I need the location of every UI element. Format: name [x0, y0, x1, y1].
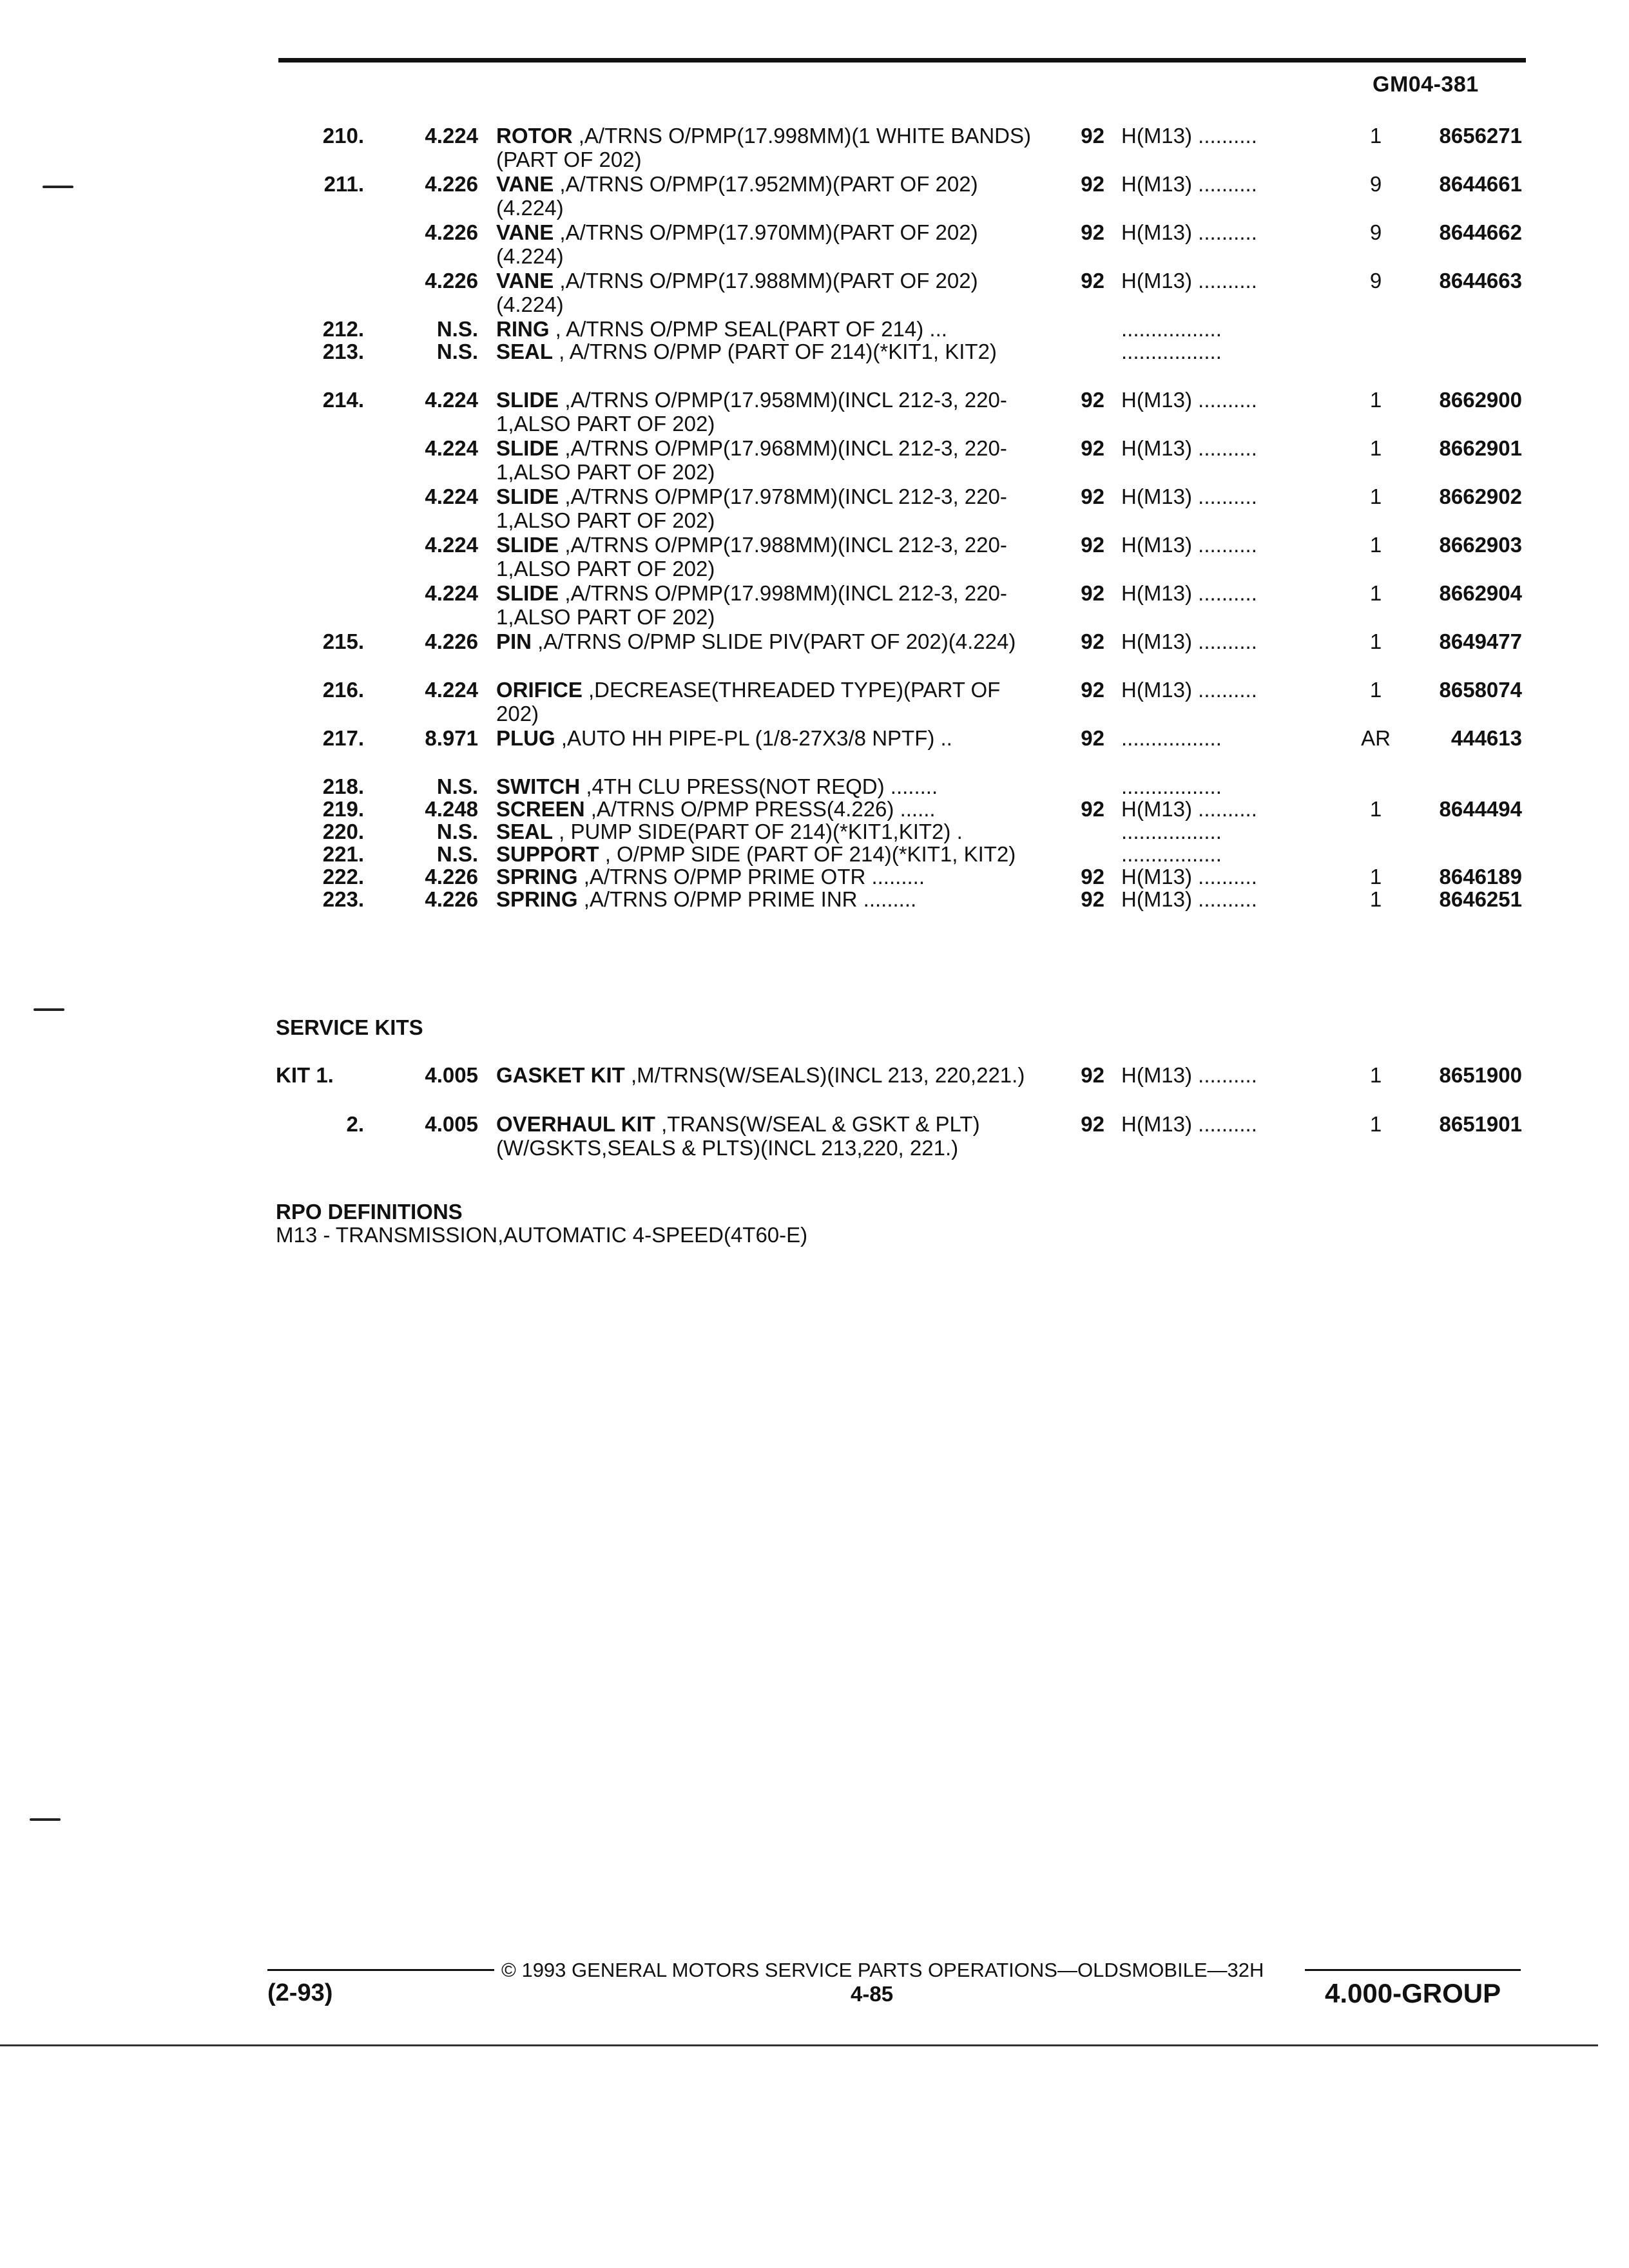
quantity: 1	[1369, 887, 1382, 911]
part-number: 8662901	[1439, 436, 1522, 460]
item-number: 222.	[322, 865, 364, 889]
model-code: .................	[1121, 726, 1222, 750]
quantity: 9	[1369, 172, 1382, 196]
part-detail: , A/TRNS O/PMP SEAL(PART OF 214) ...	[549, 317, 947, 341]
part-description	[496, 317, 1044, 341]
model-code: .................	[1121, 774, 1222, 798]
rpo-definition: M13 - TRANSMISSION,AUTOMATIC 4-SPEED(4T60-E)	[276, 1223, 808, 1247]
part-name: VANE	[496, 172, 554, 196]
part-detail: , O/PMP SIDE (PART OF 214)(*KIT1, KIT2)	[599, 842, 1016, 866]
kit-number: 2.	[346, 1112, 364, 1136]
part-name: SLIDE	[496, 581, 559, 605]
group-number: N.S.	[436, 820, 478, 843]
quantity: 9	[1369, 269, 1382, 293]
group-number: 4.226	[425, 865, 478, 889]
quantity: 1	[1369, 865, 1382, 889]
model-year: 92	[1081, 629, 1104, 653]
model-code: H(M13) ..........	[1121, 533, 1257, 557]
part-number: 8656271	[1439, 124, 1522, 148]
part-name: SLIDE	[496, 533, 559, 557]
part-detail: ,A/TRNS O/PMP(17.958MM)(INCL 212-3, 220-1,ALSO PART OF 202)	[496, 388, 1007, 436]
group-number: 4.005	[425, 1063, 478, 1087]
part-detail: ,A/TRNS O/PMP(17.952MM)(PART OF 202)(4.224)	[496, 172, 978, 220]
part-detail: ,A/TRNS O/PMP PRESS(4.226) ......	[584, 797, 936, 821]
group-number: 8.971	[425, 726, 478, 750]
part-number: 444613	[1451, 726, 1522, 750]
model-year: 92	[1081, 172, 1104, 196]
part-name: PLUG	[496, 726, 555, 750]
item-number: 215.	[322, 629, 364, 653]
part-name: ROTOR	[496, 124, 573, 148]
part-number: 8662903	[1439, 533, 1522, 557]
part-name: RING	[496, 317, 550, 341]
part-number: 8662900	[1439, 388, 1522, 412]
model-year: 92	[1081, 124, 1104, 148]
group-number: 4.226	[425, 629, 478, 653]
part-detail: ,A/TRNS O/PMP PRIME INR .........	[577, 887, 917, 911]
item-number: 223.	[322, 887, 364, 911]
model-code: H(M13) ..........	[1121, 581, 1257, 605]
part-detail: ,AUTO HH PIPE-PL (1/8-27X3/8 NPTF) ..	[555, 726, 952, 750]
part-detail: ,A/TRNS O/PMP(17.998MM)(INCL 212-3, 220-1,ALSO PART OF 202)	[496, 581, 1007, 629]
model-year: 92	[1081, 269, 1104, 293]
item-number: 213.	[322, 340, 364, 363]
part-name: SLIDE	[496, 485, 559, 508]
group-number: 4.226	[425, 269, 478, 293]
part-name: SPRING	[496, 865, 578, 889]
part-description	[496, 485, 1044, 532]
model-code: H(M13) ..........	[1121, 629, 1257, 653]
quantity: 1	[1369, 485, 1382, 508]
part-name: VANE	[496, 220, 554, 244]
model-code: H(M13) ..........	[1121, 1063, 1257, 1087]
model-code: H(M13) ..........	[1121, 1112, 1257, 1136]
part-number: 8651900	[1439, 1063, 1522, 1087]
part-description	[496, 581, 1044, 629]
group-number: 4.224	[425, 124, 478, 148]
part-number: 8644661	[1439, 172, 1522, 196]
part-name: SWITCH	[496, 774, 581, 798]
quantity: 1	[1369, 1063, 1382, 1087]
part-number: 8644663	[1439, 269, 1522, 293]
part-description	[496, 629, 1044, 653]
document-id: GM04-381	[1373, 72, 1479, 97]
group-number: 4.226	[425, 887, 478, 911]
group-number: 4.226	[425, 220, 478, 244]
model-year: 92	[1081, 436, 1104, 460]
part-description	[496, 124, 1044, 171]
part-number: 8658074	[1439, 678, 1522, 702]
part-number: 8662902	[1439, 485, 1522, 508]
model-year: 92	[1081, 220, 1104, 244]
group-number: 4.248	[425, 797, 478, 821]
item-number: 211.	[323, 172, 364, 196]
bottom-rule	[0, 2044, 1598, 2046]
rpo-definitions-heading: RPO DEFINITIONS	[276, 1200, 463, 1224]
part-name: SLIDE	[496, 388, 559, 412]
model-code: H(M13) ..........	[1121, 678, 1257, 702]
model-year: 92	[1081, 865, 1104, 889]
part-description	[496, 269, 1044, 316]
item-number: 219.	[322, 797, 364, 821]
model-year: 92	[1081, 797, 1104, 821]
quantity: 1	[1369, 436, 1382, 460]
part-name: SPRING	[496, 887, 578, 911]
group-number: 4.224	[425, 436, 478, 460]
item-number: 220.	[322, 820, 364, 843]
part-number: 8644494	[1439, 797, 1522, 821]
item-number: 216.	[322, 678, 364, 702]
part-description	[496, 340, 1044, 363]
model-year: 92	[1081, 1063, 1104, 1087]
model-year: 92	[1081, 1112, 1104, 1136]
part-description	[496, 678, 1044, 726]
part-detail: , PUMP SIDE(PART OF 214)(*KIT1,KIT2) .	[553, 820, 963, 843]
page-number: 4-85	[851, 1982, 894, 2006]
part-name: SLIDE	[496, 436, 559, 460]
part-description	[496, 1063, 1044, 1087]
part-description	[496, 774, 1044, 798]
model-code: H(M13) ..........	[1121, 865, 1257, 889]
model-year: 92	[1081, 726, 1104, 750]
part-number: 8646251	[1439, 887, 1522, 911]
model-code: H(M13) ..........	[1121, 887, 1257, 911]
group-number: 4.005	[425, 1112, 478, 1136]
part-name: VANE	[496, 269, 554, 293]
quantity: 1	[1369, 629, 1382, 653]
model-year: 92	[1081, 533, 1104, 557]
part-number: 8662904	[1439, 581, 1522, 605]
part-name: SUPPORT	[496, 842, 599, 866]
part-name: GASKET KIT	[496, 1063, 625, 1087]
model-code: H(M13) ..........	[1121, 172, 1257, 196]
part-name: PIN	[496, 629, 532, 653]
part-description	[496, 220, 1044, 268]
item-number: 217.	[322, 726, 364, 750]
part-detail: ,A/TRNS O/PMP PRIME OTR .........	[577, 865, 925, 889]
group-label: 4.000-GROUP	[1325, 1978, 1501, 2008]
group-number: 4.224	[425, 678, 478, 702]
group-number: N.S.	[436, 774, 478, 798]
model-code: .................	[1121, 340, 1222, 363]
part-detail: ,TRANS(W/SEAL & GSKT & PLT)(W/GSKTS,SEALS & PLTS)(INCL 213,220, 221.)	[496, 1112, 980, 1160]
part-description	[496, 820, 1044, 843]
quantity: 1	[1369, 388, 1382, 412]
model-code: H(M13) ..........	[1121, 269, 1257, 293]
part-detail: ,4TH CLU PRESS(NOT REQD) ........	[580, 774, 938, 798]
part-detail: , A/TRNS O/PMP (PART OF 214)(*KIT1, KIT2)	[553, 340, 997, 363]
group-number: 4.224	[425, 388, 478, 412]
part-name: SEAL	[496, 820, 554, 843]
part-name: OVERHAUL KIT	[496, 1112, 655, 1136]
copyright-notice: © 1993 GENERAL MOTORS SERVICE PARTS OPERATIONS—OLDSMOBILE—32H	[501, 1959, 1264, 1981]
quantity: 1	[1369, 797, 1382, 821]
part-detail: ,A/TRNS O/PMP(17.988MM)(PART OF 202)(4.224)	[496, 269, 978, 316]
part-detail: ,A/TRNS O/PMP(17.970MM)(PART OF 202)(4.224)	[496, 220, 978, 268]
item-number: 210.	[322, 124, 364, 148]
part-description	[496, 172, 1044, 220]
part-detail: ,A/TRNS O/PMP SLIDE PIV(PART OF 202)(4.224)	[532, 629, 1016, 653]
part-description	[496, 436, 1044, 484]
model-year: 92	[1081, 485, 1104, 508]
service-kits-heading: SERVICE KITS	[276, 1015, 423, 1039]
part-name: ORIFICE	[496, 678, 583, 702]
model-year: 92	[1081, 581, 1104, 605]
item-number: 212.	[322, 317, 364, 341]
part-number: 8644662	[1439, 220, 1522, 244]
part-name: SEAL	[496, 340, 554, 363]
part-number: 8646189	[1439, 865, 1522, 889]
part-description	[496, 388, 1044, 436]
footer-date: (2-93)	[267, 1979, 333, 2006]
model-code: H(M13) ..........	[1121, 436, 1257, 460]
group-number: 4.224	[425, 581, 478, 605]
group-number: N.S.	[436, 340, 478, 363]
part-number: 8649477	[1439, 629, 1522, 653]
footer-rule-right	[1305, 1969, 1521, 1971]
model-code: H(M13) ..........	[1121, 388, 1257, 412]
quantity: 1	[1369, 124, 1382, 148]
part-description	[496, 865, 1044, 889]
part-detail: ,DECREASE(THREADED TYPE)(PART OF 202)	[496, 678, 1001, 726]
item-number: 214.	[322, 388, 364, 412]
model-code: .................	[1121, 317, 1222, 341]
quantity: AR	[1361, 726, 1391, 750]
model-code: H(M13) ..........	[1121, 220, 1257, 244]
group-number: 4.224	[425, 533, 478, 557]
part-description	[496, 533, 1044, 581]
top-rule	[278, 58, 1526, 62]
margin-mark	[30, 1818, 61, 1821]
margin-mark	[34, 1008, 64, 1011]
group-number: 4.224	[425, 485, 478, 508]
part-description	[496, 726, 1044, 750]
part-description	[496, 842, 1044, 866]
quantity: 1	[1369, 581, 1382, 605]
model-code: H(M13) ..........	[1121, 124, 1257, 148]
model-code: H(M13) ..........	[1121, 485, 1257, 508]
part-description	[496, 797, 1044, 821]
model-code: .................	[1121, 842, 1222, 866]
part-number: 8651901	[1439, 1112, 1522, 1136]
model-code: H(M13) ..........	[1121, 797, 1257, 821]
part-description	[496, 887, 1044, 911]
item-number: 221.	[322, 842, 364, 866]
quantity: 9	[1369, 220, 1382, 244]
quantity: 1	[1369, 533, 1382, 557]
margin-mark	[43, 186, 73, 188]
part-detail: ,A/TRNS O/PMP(17.978MM)(INCL 212-3, 220-1,ALSO PART OF 202)	[496, 485, 1007, 532]
quantity: 1	[1369, 1112, 1382, 1136]
group-number: N.S.	[436, 317, 478, 341]
quantity: 1	[1369, 678, 1382, 702]
part-detail: ,A/TRNS O/PMP(17.968MM)(INCL 212-3, 220-1,ALSO PART OF 202)	[496, 436, 1007, 484]
part-detail: ,M/TRNS(W/SEALS)(INCL 213, 220,221.)	[624, 1063, 1025, 1087]
part-description	[496, 1112, 1044, 1160]
part-name: SCREEN	[496, 797, 585, 821]
model-year: 92	[1081, 388, 1104, 412]
model-year: 92	[1081, 887, 1104, 911]
group-number: 4.226	[425, 172, 478, 196]
part-detail: ,A/TRNS O/PMP(17.988MM)(INCL 212-3, 220-1,ALSO PART OF 202)	[496, 533, 1007, 581]
footer-rule-left	[267, 1969, 494, 1971]
item-number: 218.	[322, 774, 364, 798]
part-detail: ,A/TRNS O/PMP(17.998MM)(1 WHITE BANDS)(PART OF 202)	[496, 124, 1031, 171]
group-number: N.S.	[436, 842, 478, 866]
kit-number: KIT 1.	[276, 1063, 334, 1087]
model-year: 92	[1081, 678, 1104, 702]
model-code: .................	[1121, 820, 1222, 843]
